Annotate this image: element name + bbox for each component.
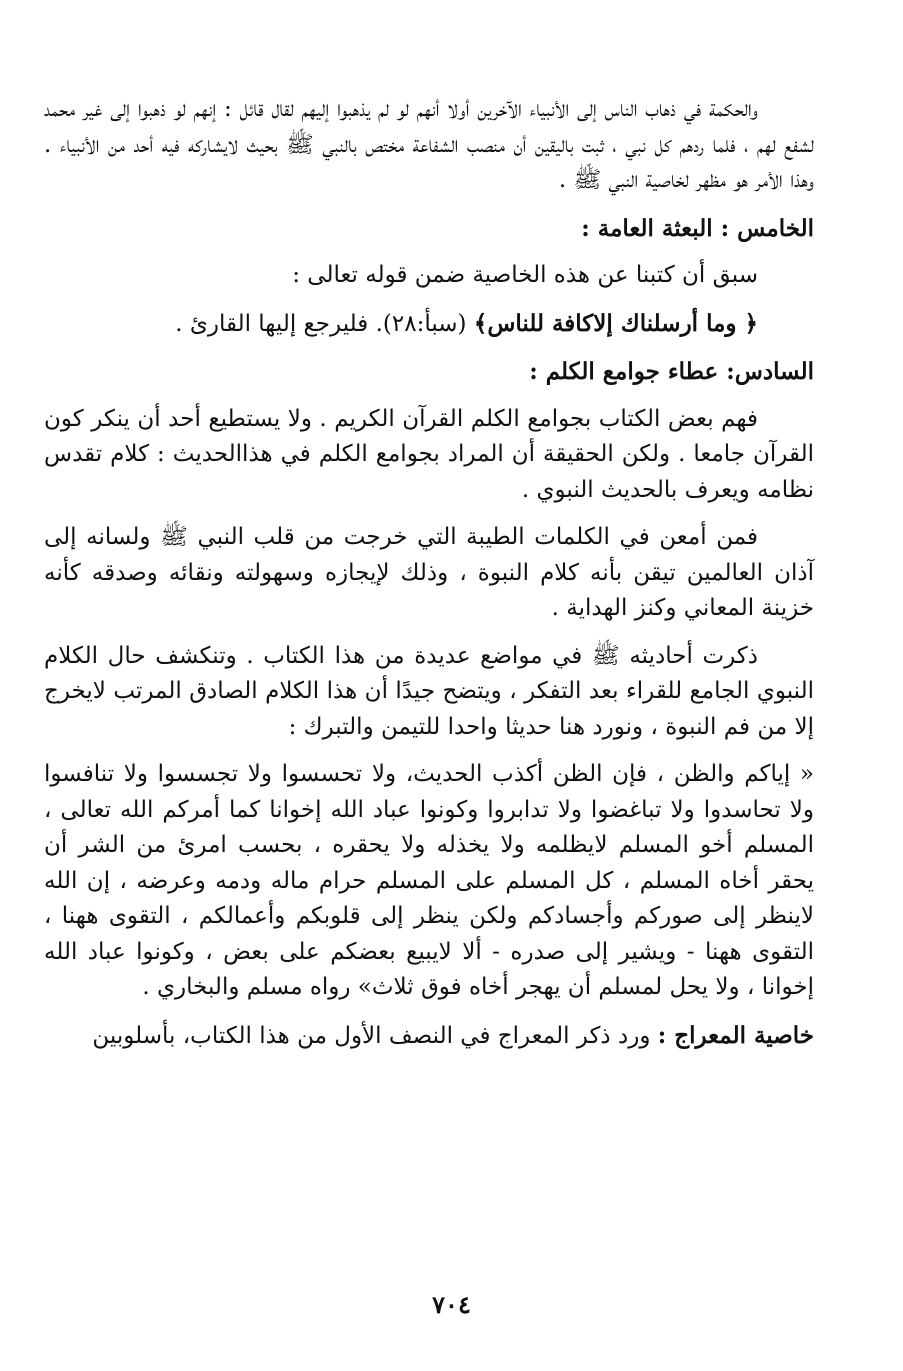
page-number: ٧٠٤ bbox=[432, 1290, 471, 1319]
hadith-quote: « إياكم والظن ، فإن الظن أكذب الحديث، ولا تحسسوا ولا تجسسوا ولا تنافسوا ولا تحاسدوا ولا تباغضوا ولا تدابروا وكونوا عباد الله إخوانا كما أمركم الله تعالى ، المسلم أخو المسلم لايظلمه ولا يخذله ولا يحقره ، بحسب امرئ من الشر أن يحقر أخاه المسلم ، كل المسلم على المسلم حرام ماله ودمه وعرضه ، إن الله لاينظر إلى صوركم وأجسادكم ولكن ينظر إلى قلوبكم وأعمالكم ، التقوى ههنا ، التقوى ههنا - ويشير إلى صدره - ألا لايبيع بعضكم على بعض ، وكونوا عباد الله إخوانا ، ولا يحل لمسلم أن يهجر أخاه فوق ثلاث» رواه مسلم والبخاري . bbox=[44, 761, 814, 1000]
fifth-verse-line bbox=[44, 306, 814, 343]
miraj-body: ورد ذكر المعراج في النصف الأول من هذا الكتاب، بأسلوبين bbox=[92, 1022, 651, 1049]
intro-paragraph: والحكمة في ذهاب الناس إلى الأنبياء الآخرين أولا أنهم لو لم يذهبوا إليهم لقال قائل : إنهم لو ذهبوا إلى غير محمد لشفع لهم ، فلما ردهم كل نبي ، ثبت باليقين أن منصب الشفاعة مختص بالنبي ﷺ بحيث لايشاركه فيه أحد من الأنبياء . وهذا الأمر هو مظهر لخاصية النبي ﷺ . bbox=[44, 96, 814, 193]
sixth-paragraph-1: فهم بعض الكتاب بجوامع الكلم القرآن الكريم . ولا يستطيع أحد أن ينكر كون القرآن جامعا . ولكن الحقيقة أن المراد بجوامع الكلم في هذاالحديث : كلام تقدس نظامه ويعرف بالحديث النبوي . bbox=[44, 405, 814, 503]
sixth-heading: السادس: عطاء جوامع الكلم : bbox=[529, 358, 814, 385]
quran-verse: ﴿ وما أرسلناك إلاكافة للناس﴾ bbox=[473, 309, 758, 337]
miraj-paragraph bbox=[44, 1018, 814, 1055]
sixth-paragraph-3: ذكرت أحاديثه ﷺ في مواضع عديدة من هذا الكتاب . وتنكشف حال الكلام النبوي الجامع للقراء بعد التفكر ، ويتضح جيدًا أن هذا الكلام الصادق المرتب لايخرج إلا من فم النبوة ، ونورد هنا حديثا واحدا للتيمن والتبرك : bbox=[44, 642, 814, 740]
miraj-label: خاصية المعراج : bbox=[657, 1021, 814, 1049]
fifth-body: سبق أن كتبنا عن هذه الخاصية ضمن قوله تعالى : bbox=[292, 262, 758, 288]
fifth-heading: الخامس : البعثة العامة : bbox=[581, 214, 814, 242]
sixth-paragraph-2: فمن أمعن في الكلمات الطيبة التي خرجت من قلب النبي ﷺ ولسانه إلى آذان العالمين تيقن بأنه كلام النبوة ، وذلك لإيجازه وسهولته ونقائه وصدقه كأنه خزينة المعاني وكنز الهداية . bbox=[44, 524, 814, 621]
book-page bbox=[44, 92, 814, 1066]
verse-reference: (سبأ:٢٨). فليرجع إليها القارئ . bbox=[175, 310, 467, 337]
